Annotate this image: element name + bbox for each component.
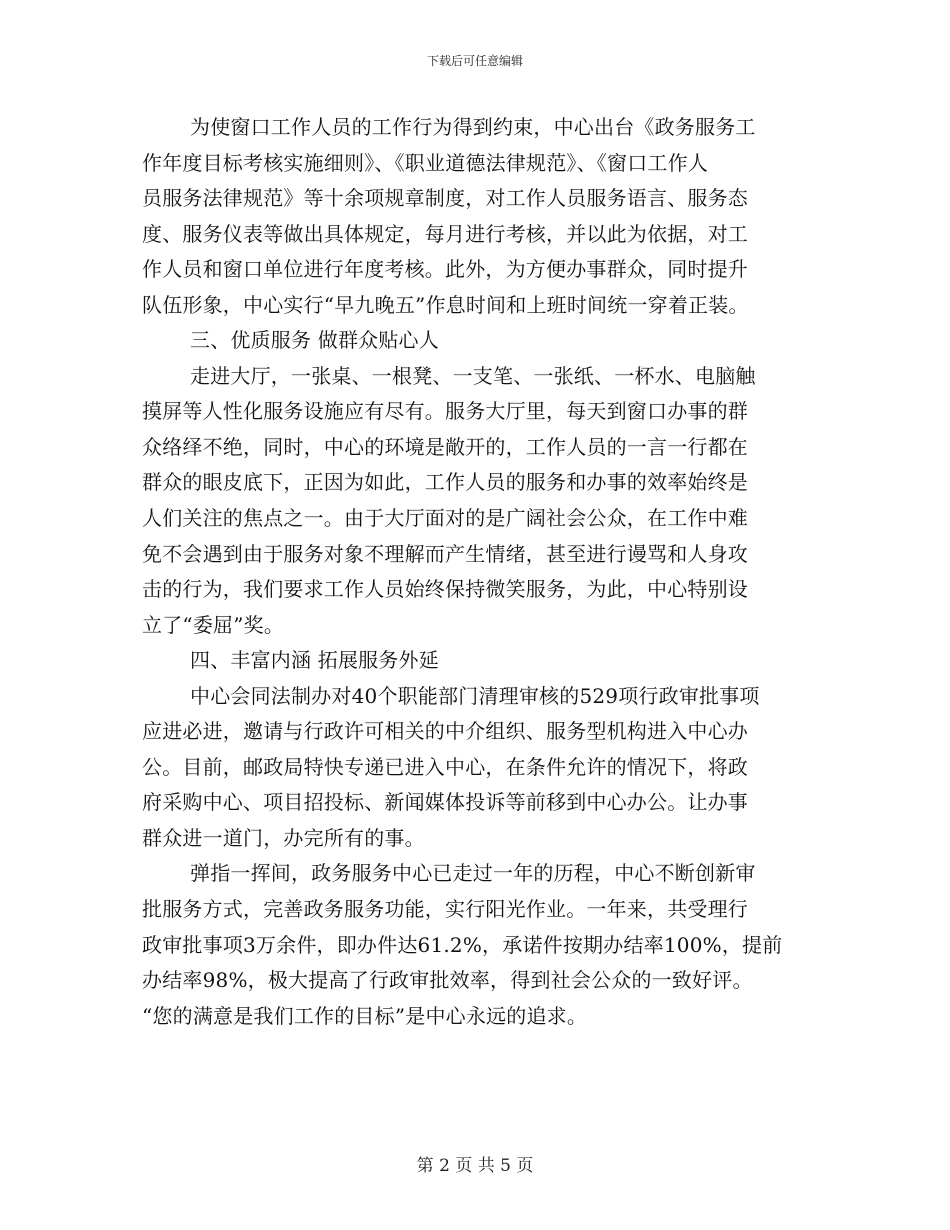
section-heading: 四、丰富内涵 拓展服务外延 (190, 648, 439, 673)
paragraph-line: 公。目前，邮政局特快专递已进入中心，在条件允许的情况下，将政 (142, 754, 748, 779)
paragraph-line: 击的行为，我们要求工作人员始终保持微笑服务，为此，中心特别设 (142, 577, 748, 602)
paragraph-line: 摸屏等人性化服务设施应有尽有。服务大厅里，每天到窗口办事的群 (142, 399, 748, 424)
paragraph-line: 员服务法律规范》等十余项规章制度，对工作人员服务语言、服务态 (142, 186, 748, 211)
paragraph-line: 批服务方式，完善政务服务功能，实行阳光作业。一年来，共受理行 (142, 897, 748, 922)
paragraph-line: 为使窗口工作人员的工作行为得到约束，中心出台《政务服务工 (190, 115, 756, 139)
paragraph-line: 群众的眼皮底下，正因为如此，工作人员的服务和办事的效率始终是 (142, 470, 748, 495)
paragraph-line: 作人员和窗口单位进行年度考核。此外，为方便办事群众，同时提升 (142, 257, 748, 282)
paragraph-line: “您的满意是我们工作的目标”是中心永远的追求。 (142, 1003, 588, 1028)
paragraph-line: 办结率98%，极大提高了行政审批效率，得到社会公众的一致好评。 (142, 968, 753, 993)
paragraph-line: 应进必进，邀请与行政许可相关的中介组织、服务型机构进入中心办 (142, 719, 748, 744)
paragraph-line: 弹指一挥间，政务服务中心已走过一年的历程，中心不断创新审 (190, 861, 756, 886)
paragraph-line: 中心会同法制办对40个职能部门清理审核的529项行政审批事项 (190, 683, 760, 708)
paragraph-line: 度、服务仪表等做出具体规定，每月进行考核，并以此为依据，对工 (142, 221, 748, 246)
paragraph-line: 府采购中心、项目招投标、新闻媒体投诉等前移到中心办公。让办事 (142, 790, 748, 815)
paragraph-line: 立了“委屈”奖。 (142, 612, 285, 637)
paragraph-line: 免不会遇到由于服务对象不理解而产生情绪，甚至进行谩骂和人身攻 (142, 541, 748, 566)
paragraph-line: 政审批事项3万余件，即办件达61.2%，承诺件按期办结率100%，提前 (142, 932, 783, 957)
page-footer: 第 2 页 共 5 页 (416, 1156, 534, 1176)
paragraph-line: 走进大厅，一张桌、一根凳、一支笔、一张纸、一杯水、电脑触 (190, 363, 756, 388)
paragraph-line: 队伍形象，中心实行“早九晚五”作息时间和上班时间统一穿着正装。 (142, 292, 749, 317)
page-header: 下载后可任意编辑 (426, 54, 523, 68)
paragraph-line: 群众进一道门，办完所有的事。 (142, 825, 425, 850)
paragraph-line: 作年度目标考核实施细则》、《职业道德法律规范》、《窗口工作人 (142, 150, 708, 175)
section-heading: 三、优质服务 做群众贴心人 (190, 328, 439, 353)
paragraph-line: 众络绎不绝，同时，中心的环境是敞开的，工作人员的一言一行都在 (142, 434, 748, 459)
paragraph-line: 人们关注的焦点之一。由于大厅面对的是广阔社会公众，在工作中难 (142, 506, 748, 531)
document-body (142, 110, 814, 1034)
